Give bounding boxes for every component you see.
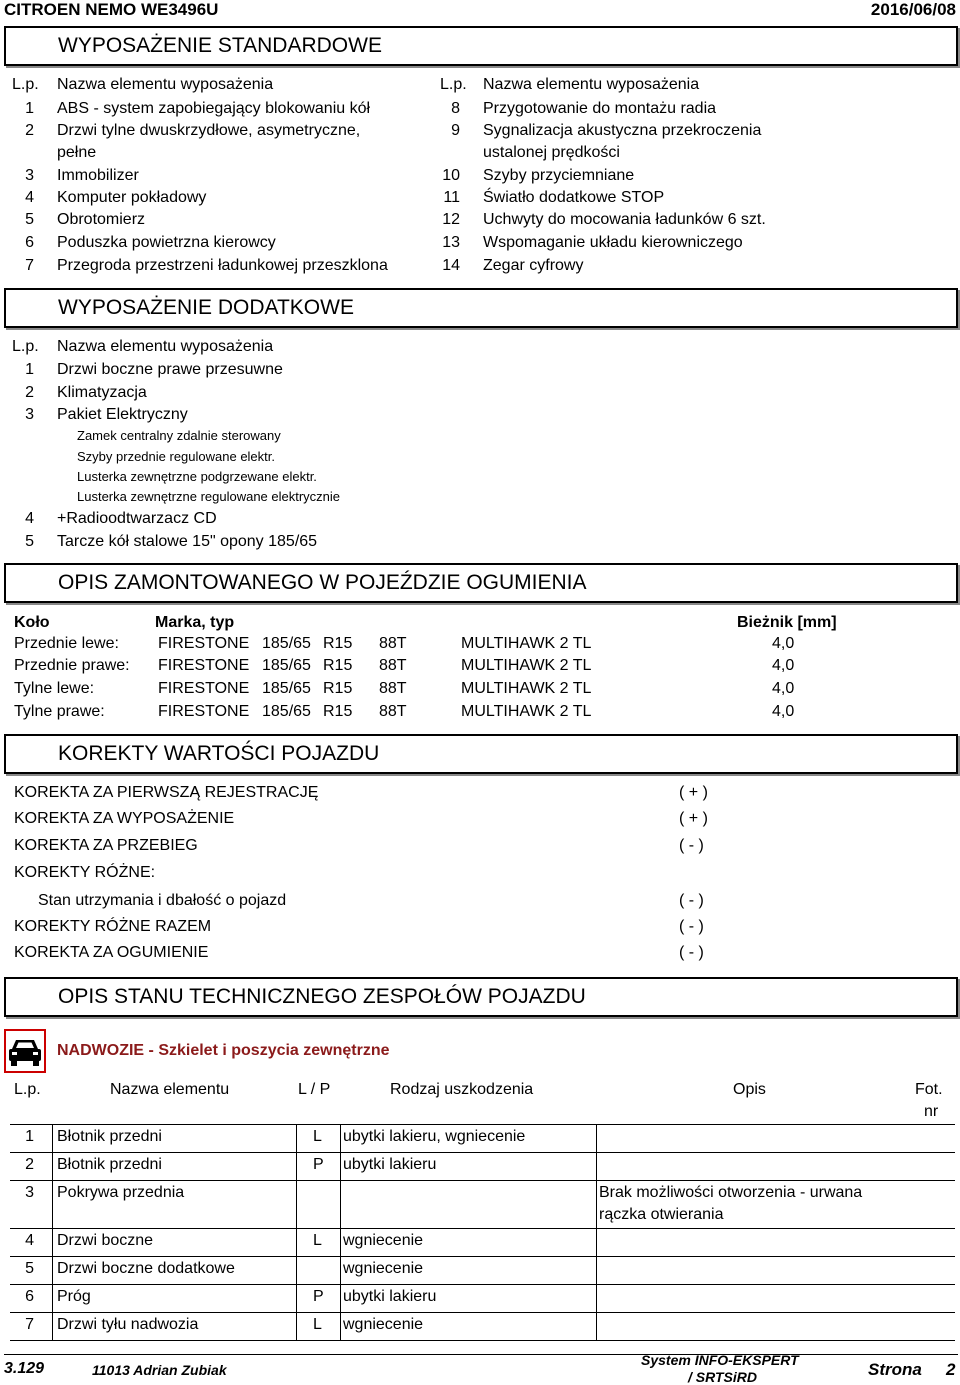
table-row-damage: ubytki lakieru	[343, 1156, 437, 1173]
item-text: Przegroda przestrzeni ładunkowej przeszklona	[57, 257, 388, 274]
table-row-side: L	[313, 1316, 322, 1333]
table-column-rule	[296, 1124, 297, 1340]
car-icon	[4, 1029, 46, 1073]
table-row-damage: wgniecenie	[343, 1316, 424, 1333]
tire-brand: FIRESTONE	[158, 703, 250, 720]
tire-model: MULTIHAWK 2 TL	[461, 657, 592, 674]
tire-rim: R15	[323, 657, 353, 674]
damage-header: Rodzaj uszkodzenia	[390, 1081, 534, 1098]
tire-tread: 4,0	[772, 657, 795, 674]
tires-box	[4, 563, 958, 603]
item-text: Obrotomierz	[57, 211, 146, 228]
table-rule	[10, 1180, 955, 1181]
lp-header: L.p.	[12, 338, 39, 355]
table-rule	[10, 1256, 955, 1257]
correction-sign: ( + )	[679, 810, 708, 827]
vehicle-title: CITROEN NEMO WE3496U	[4, 0, 219, 19]
correction-label: KOREKTA ZA WYPOSAŻENIE	[14, 810, 235, 827]
element-header: Nazwa elementu	[110, 1081, 230, 1098]
tire-size: 185/65	[262, 680, 311, 697]
page-label: Strona	[868, 1360, 922, 1379]
item-number: 1	[25, 100, 34, 117]
tire-brand: FIRESTONE	[158, 657, 250, 674]
tire-index: 88T	[379, 703, 407, 720]
item-text: +Radioodtwarzacz CD	[57, 510, 217, 527]
sub-item-text: Szyby przednie regulowane elektr.	[77, 449, 276, 464]
item-number: 4	[25, 189, 34, 206]
system-name-2: / SRTSiRD	[688, 1369, 757, 1385]
tire-wheel: Tylne lewe:	[14, 680, 95, 697]
tire-rim: R15	[323, 703, 353, 720]
table-row-side: L	[313, 1128, 322, 1145]
version: 3.129	[4, 1360, 45, 1377]
tires-title: OPIS ZAMONTOWANEGO W POJEŹDZIE OGUMIENIA	[58, 571, 587, 594]
item-number: 2	[25, 122, 34, 139]
tire-rim: R15	[323, 680, 353, 697]
table-rule	[10, 1312, 955, 1313]
tire-brand: FIRESTONE	[158, 635, 250, 652]
table-row-damage: ubytki lakieru, wgniecenie	[343, 1128, 526, 1145]
item-text: Drzwi tylne dwuskrzydłowe, asymetryczne,	[57, 122, 361, 139]
table-rule	[10, 1228, 955, 1229]
item-text: Tarcze kół stalowe 15" opony 185/65	[57, 533, 318, 550]
item-number: 10	[442, 167, 460, 184]
tire-size: 185/65	[262, 703, 311, 720]
footer-rule	[4, 1354, 958, 1355]
correction-sign: ( - )	[679, 837, 704, 854]
tire-tread: 4,0	[772, 635, 795, 652]
table-row-number: 3	[25, 1184, 34, 1201]
wheel-header: Koło	[14, 614, 50, 631]
item-number: 5	[25, 533, 34, 550]
correction-label: KOREKTA ZA PIERWSZĄ REJESTRACJĘ	[14, 784, 319, 801]
table-row-side: L	[313, 1232, 322, 1249]
table-row-element: Pokrywa przednia	[57, 1184, 185, 1201]
item-number: 1	[25, 361, 34, 378]
table-row-description: Brak możliwości otworzenia - urwana	[599, 1184, 863, 1201]
system-name: System INFO-EKSPERT	[641, 1352, 799, 1368]
item-text: Immobilizer	[57, 167, 139, 184]
table-row-element: Próg	[57, 1288, 91, 1305]
tire-index: 88T	[379, 680, 407, 697]
item-number: 4	[25, 510, 34, 527]
lp-header: L.p.	[12, 76, 39, 93]
brand-header: Marka, typ	[155, 614, 235, 631]
item-number: 5	[25, 211, 34, 228]
tire-model: MULTIHAWK 2 TL	[461, 635, 592, 652]
correction-label: KOREKTA ZA PRZEBIEG	[14, 837, 198, 854]
item-text: Przygotowanie do montażu radia	[483, 100, 717, 117]
table-row-element: Błotnik przedni	[57, 1128, 162, 1145]
table-row-number: 2	[25, 1156, 34, 1173]
name-header: Nazwa elementu wyposażenia	[483, 76, 700, 93]
table-row-side: P	[313, 1288, 324, 1305]
item-text: Drzwi boczne prawe przesuwne	[57, 361, 283, 378]
table-row-number: 5	[25, 1260, 34, 1277]
tire-model: MULTIHAWK 2 TL	[461, 703, 592, 720]
item-number: 7	[25, 257, 34, 274]
item-text-cont: ustalonej prędkości	[483, 144, 620, 161]
tire-size: 185/65	[262, 635, 311, 652]
photo-header: Fot.	[915, 1081, 943, 1098]
tire-wheel: Przednie lewe:	[14, 635, 119, 652]
item-text: Poduszka powietrzna kierowcy	[57, 234, 276, 251]
table-row-element: Drzwi boczne dodatkowe	[57, 1260, 235, 1277]
item-number: 14	[442, 257, 460, 274]
item-text: Zegar cyfrowy	[483, 257, 584, 274]
table-rule	[10, 1152, 955, 1153]
sub-item-text: Zamek centralny zdalnie sterowany	[77, 428, 281, 443]
tire-size: 185/65	[262, 657, 311, 674]
tire-model: MULTIHAWK 2 TL	[461, 680, 592, 697]
additional-equipment-box	[4, 288, 958, 328]
additional-equipment-title: WYPOSAŻENIE DODATKOWE	[58, 296, 354, 319]
correction-label: KOREKTY RÓŻNE:	[14, 864, 156, 881]
table-row-number: 4	[25, 1232, 34, 1249]
tire-wheel: Przednie prawe:	[14, 657, 130, 674]
item-text: Światło dodatkowe STOP	[483, 189, 665, 206]
item-number: 3	[25, 406, 34, 423]
table-row-number: 1	[25, 1128, 34, 1145]
lp-header: L.p.	[440, 76, 467, 93]
tech-title: OPIS STANU TECHNICZNEGO ZESPOŁÓW POJAZDU	[58, 985, 586, 1008]
table-rule	[10, 1284, 955, 1285]
item-text-cont: pełne	[57, 144, 97, 161]
item-text: Sygnalizacja akustyczna przekroczenia	[483, 122, 762, 139]
correction-label: Stan utrzymania i dbałość o pojazd	[38, 892, 287, 909]
item-number: 3	[25, 167, 34, 184]
table-row-number: 6	[25, 1288, 34, 1305]
photo-header-nr: nr	[924, 1103, 939, 1120]
standard-equipment-title: WYPOSAŻENIE STANDARDOWE	[58, 34, 382, 57]
correction-sign: ( - )	[679, 918, 704, 935]
section-title: NADWOZIE - Szkielet i poszycia zewnętrzne	[57, 1042, 390, 1059]
page-number: 2	[946, 1360, 956, 1379]
item-text: Uchwyty do mocowania ładunków 6 szt.	[483, 211, 766, 228]
table-row-damage: ubytki lakieru	[343, 1288, 437, 1305]
tech-box	[4, 977, 958, 1017]
tire-rim: R15	[323, 635, 353, 652]
table-row-element: Błotnik przedni	[57, 1156, 162, 1173]
table-row-number: 7	[25, 1316, 34, 1333]
correction-label: KOREKTA ZA OGUMIENIE	[14, 944, 209, 961]
tire-brand: FIRESTONE	[158, 680, 250, 697]
corrections-title: KOREKTY WARTOŚCI POJAZDU	[58, 742, 380, 765]
tire-index: 88T	[379, 657, 407, 674]
tread-header: Bieżnik [mm]	[737, 614, 837, 631]
item-text: ABS - system zapobiegający blokowaniu kół	[57, 100, 371, 117]
item-number: 2	[25, 384, 34, 401]
table-rule	[10, 1124, 955, 1125]
item-number: 11	[443, 189, 460, 206]
table-row-damage: wgniecenie	[343, 1232, 424, 1249]
correction-sign: ( + )	[679, 784, 708, 801]
standard-equipment-box	[4, 26, 958, 66]
table-row-damage: wgniecenie	[343, 1260, 424, 1277]
sub-item-text: Lusterka zewnętrzne podgrzewane elektr.	[77, 469, 317, 484]
name-header: Nazwa elementu wyposażenia	[57, 338, 274, 355]
table-row-description-cont: rączka otwierania	[599, 1206, 724, 1223]
item-number: 12	[442, 211, 460, 228]
item-number: 8	[451, 100, 460, 117]
correction-sign: ( - )	[679, 944, 704, 961]
item-number: 13	[442, 234, 460, 251]
sub-item-text: Lusterka zewnętrzne regulowane elektrycznie	[77, 489, 341, 504]
item-number: 9	[451, 122, 460, 139]
item-text: Wspomaganie układu kierowniczego	[483, 234, 743, 251]
item-text: Klimatyzacja	[57, 384, 147, 401]
table-column-rule	[596, 1124, 597, 1340]
tire-tread: 4,0	[772, 680, 795, 697]
table-column-rule	[52, 1124, 53, 1340]
item-number: 6	[25, 234, 34, 251]
correction-sign: ( - )	[679, 892, 704, 909]
tire-index: 88T	[379, 635, 407, 652]
table-row-side: P	[313, 1156, 324, 1173]
author: 11013 Adrian Zubiak	[92, 1362, 227, 1378]
table-row-element: Drzwi tyłu nadwozia	[57, 1316, 199, 1333]
report-date: 2016/06/08	[870, 0, 956, 19]
item-text: Szyby przyciemniane	[483, 167, 635, 184]
lp-header: L.p.	[14, 1081, 41, 1098]
corrections-box	[4, 734, 958, 774]
name-header: Nazwa elementu wyposażenia	[57, 76, 274, 93]
tire-tread: 4,0	[772, 703, 795, 720]
correction-label: KOREKTY RÓŻNE RAZEM	[14, 918, 212, 935]
table-row-element: Drzwi boczne	[57, 1232, 154, 1249]
tire-wheel: Tylne prawe:	[14, 703, 105, 720]
item-text: Komputer pokładowy	[57, 189, 207, 206]
side-header: L / P	[298, 1081, 331, 1098]
item-text: Pakiet Elektryczny	[57, 406, 188, 423]
table-rule	[10, 1340, 955, 1341]
table-column-rule	[340, 1124, 341, 1340]
description-header: Opis	[733, 1081, 766, 1098]
